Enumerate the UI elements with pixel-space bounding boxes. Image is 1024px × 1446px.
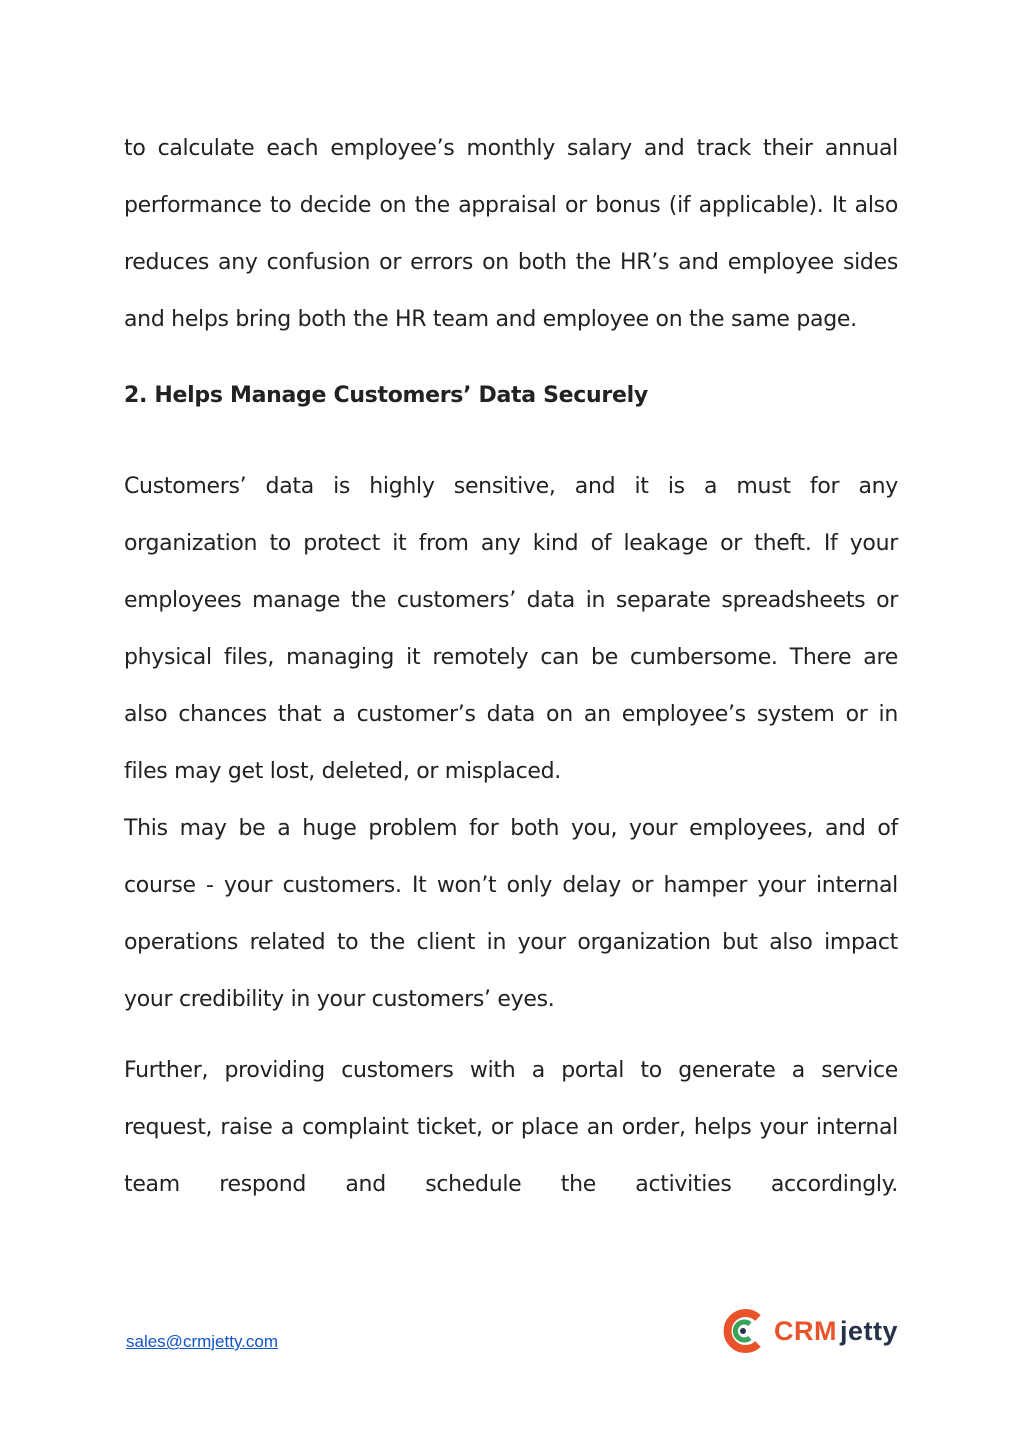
- section-heading: 2. Helps Manage Customers’ Data Securely: [124, 383, 648, 408]
- paragraph-portal: Further, providing customers with a portal to generate a service request, raise a complaint ticket, or place an order, helps your internal team respond and schedule the activities accordingly.: [124, 1058, 898, 1197]
- document-body: [124, 120, 898, 1213]
- logo-crm-text: CRM: [774, 1315, 837, 1346]
- logo-jetty-text: jetty: [840, 1315, 899, 1346]
- sales-email-link[interactable]: sales@crmjetty.com: [126, 1332, 279, 1351]
- crmjetty-logo-icon: [720, 1308, 766, 1354]
- paragraph-intro: to calculate each employee’s monthly salary and track their annual performance to decide on the appraisal or bonus (if applicable). It also reduces any confusion or errors on both the HR’s and employee sides and helps bring both the HR team and employee on the same page.: [124, 136, 898, 332]
- crmjetty-logo: [720, 1304, 898, 1358]
- paragraph-problem: This may be a huge problem for both you, your employees, and of course - your customers. It won’t only delay or hamper your internal operations related to the client in your organization but also impact your credibility in your customers’ eyes.: [124, 816, 898, 1012]
- paragraph-customers-data: Customers’ data is highly sensitive, and it is a must for any organization to protect it from any kind of leakage or theft. If your employees manage the customers’ data in separate spreadsheets or physical files, managing it remotely can be cumbersome. There are also chances that a customer’s data on an employee’s system or in files may get lost, deleted, or misplaced.: [124, 474, 898, 784]
